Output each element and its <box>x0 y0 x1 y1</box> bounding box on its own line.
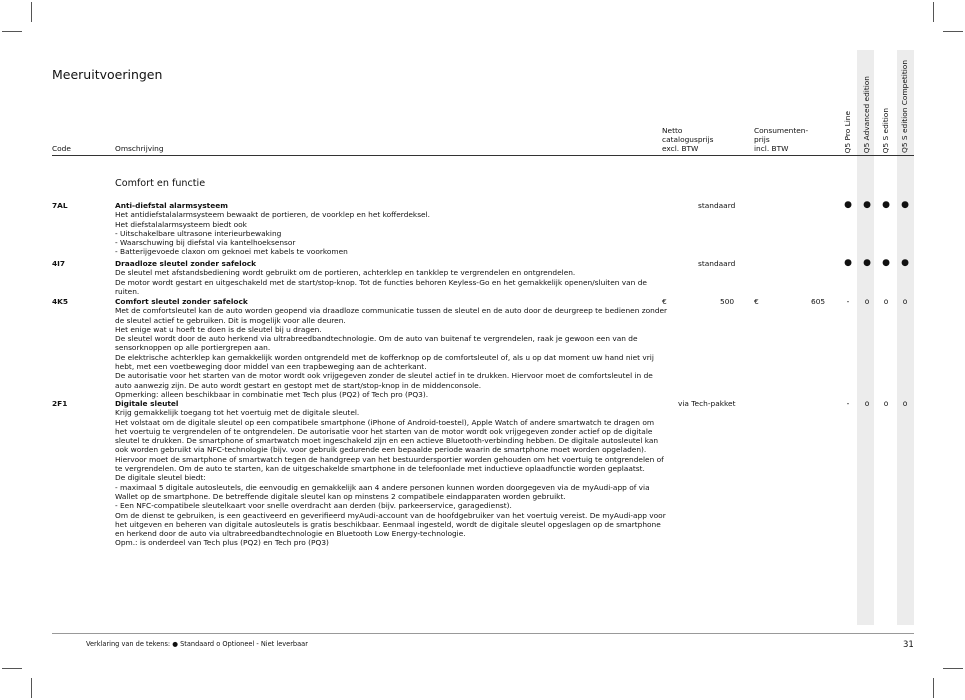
header-col-advanced: Q5 Advanced edition <box>862 75 871 153</box>
availability-mark: - <box>846 399 850 408</box>
option-description: Draadloze sleutel zonder safelock De sleutel met afstandsbediening wordt gebruikt om de portieren, achterklep en tankklep te vergrendelen en ontgrendelen. De motor wordt gestart en uitgeschakeld met de start/stop-knop. Tot de functies behoren Keyless-Go en het gemakkelijk openen/sluiten van de ruiten. <box>115 259 647 296</box>
option-description: Digitale sleutel Krijg gemakkelijk toegang tot het voertuig met de digitale sleutel. Het volstaat om de digitale sleutel op een compatibele smartphone (iPhone of Android-toestel), Apple Watch of andere smartwatch te dragen om het voertuig te vergrendelen of te ontgrendelen. De autorisatie voor het starten van de motor wordt ook vrijgegeven zonder actief op de digitale sleutel te drukken. De smartphone of smartwatch moet ingeschakeld zijn en een actieve Bluetooth-verbinding hebben. De digitale autosleutel kan ook worden gebruikt via NFC-technologie (bijv. voor gebruik gedurende een bepaalde periode waarin de smartphone moet worden opgeladen). Hiervoor moet de smartphone of smartwatch tegen de handgreep van het bestuurdersportier worden gehouden om het voertuig te ontgrendelen of te vergrendelen. Om de auto te starten, kan de uitgeschakelde smartphone in de telefoonlade met inductieve oplaadfunctie worden geplaatst. De digitale sleutel biedt: - maximaal 5 digitale autosleutels, die eenvoudig en gemakkelijk aan 4 andere personen kunnen worden doorgegeven via de myAudi-app of via Wallet op de smartphone. De betreffende digitale sleutel kan op minstens 2 compatibele eindapparaten worden gebruikt. - Een NFC-compatibele sleutelkaart voor snelle overdracht aan derden (bijv. parkeerservice, garagedienst). Om de dienst te gebruiken, is een geactiveerd en geverifieerd myAudi-account van de hoofdgebruiker van het voertuig vereist. De myAudi-app voor het uitgeven en beheren van digitale autosleutels is gratis beschikbaar. Eenmaal ingesteld, wordt de digitale sleutel opgeslagen op de smartphone en herkend door de auto via ultrabreedbandtechnologie en Bluetooth Low Energy-technologie. Opm.: is onderdeel van Tech plus (PQ2) en Tech pro (PQ3) <box>115 399 666 548</box>
footer-divider <box>52 633 914 634</box>
netto-price: 500 <box>720 297 735 306</box>
crop-mark <box>943 31 963 32</box>
crop-mark <box>933 678 934 698</box>
netto-currency: € <box>662 297 667 306</box>
netto-price: standaard <box>698 201 736 210</box>
header-divider <box>52 155 914 156</box>
header-code: Code <box>52 144 71 153</box>
availability-mark: ● <box>882 200 890 210</box>
availability-mark: ● <box>844 200 852 210</box>
availability-mark: ● <box>882 258 890 268</box>
availability-mark: o <box>902 399 908 408</box>
consumer-price: 605 <box>811 297 826 306</box>
availability-mark: ● <box>863 258 871 268</box>
availability-mark: o <box>864 399 870 408</box>
option-description: Comfort sleutel zonder safelock Met de comfortsleutel kan de auto worden geopend via draadloze communicatie tussen de sleutel en de auto door de deurgreep te bedienen zonder de sleutel actief te gebruiken. Dit is mogelijk voor alle deuren. Het enige wat u hoeft te doen is de sleutel bij u dragen. De sleutel wordt door de auto herkend via ultrabreedbandtechnologie. Om de auto van buitenaf te vergrendelen, raak je gewoon een van de sensorknoppen op alle portiergrepen aan. De elektrische achterklep kan gemakkelijk worden ontgrendeld met de kofferknop op de comfortsleutel of, als u op dat moment uw hand niet vrij hebt, met een voetbeweging door middel van een trapbeweging aan de achterkant. De autorisatie voor het starten van de motor wordt ook vrijgegeven zonder de sleutel actief in te drukken. Hiervoor moet de comfortsleutel in de auto aanwezig zijn. De auto wordt gestart en gestopt met de start/stop-knop in de middenconsole. Opmerking: alleen beschikbaar in combinatie met Tech plus (PQ2) of Tech pro (PQ3). <box>115 297 668 399</box>
header-omschrijving: Omschrijving <box>115 144 164 153</box>
availability-mark: ● <box>901 200 909 210</box>
header-netto: Netto catalogusprijs excl. BTW <box>662 126 714 153</box>
crop-mark <box>933 2 934 22</box>
availability-mark: o <box>902 297 908 306</box>
netto-price: standaard <box>698 259 736 268</box>
option-code: 4I7 <box>52 259 66 268</box>
availability-mark: ● <box>844 258 852 268</box>
option-code: 7AL <box>52 201 68 210</box>
crop-mark <box>31 2 32 22</box>
crop-mark <box>943 668 963 669</box>
section-heading: Comfort en functie <box>115 178 206 189</box>
page-number: 31 <box>903 640 914 650</box>
page-title: Meeruitvoeringen <box>52 67 163 82</box>
netto-price: via Tech-pakket <box>678 399 736 408</box>
crop-mark <box>2 668 22 669</box>
header-col-s-edition: Q5 S edition <box>881 107 890 153</box>
option-code: 4K5 <box>52 297 69 306</box>
option-description: Anti-diefstal alarmsysteem Het antidiefstalalarmsysteem bewaakt de portieren, de voorklep en het kofferdeksel. Het diefstalalarmsysteem biedt ook - Uitschakelbare ultrasone interieurbewaking - Waarschuwing bij diefstal via kantelhoeksensor - Batterijgevoede claxon om geknoei met kabels te voorkomen <box>115 201 431 257</box>
availability-mark: o <box>864 297 870 306</box>
header-col-competition: Q5 S edition Competition <box>900 60 909 153</box>
legend: Verklaring van de tekens: ● Standaard o Optioneel - Niet leverbaar <box>86 640 308 648</box>
option-code: 2F1 <box>52 399 68 408</box>
availability-mark: ● <box>901 258 909 268</box>
crop-mark <box>2 31 22 32</box>
availability-mark: - <box>846 297 850 306</box>
header-consumenten: Consumenten- prijs incl. BTW <box>754 126 809 153</box>
availability-mark: ● <box>863 200 871 210</box>
availability-mark: o <box>883 399 889 408</box>
consumer-currency: € <box>754 297 759 306</box>
availability-mark: o <box>883 297 889 306</box>
header-col-pro-line: Q5 Pro Line <box>843 110 852 153</box>
crop-mark <box>31 678 32 698</box>
